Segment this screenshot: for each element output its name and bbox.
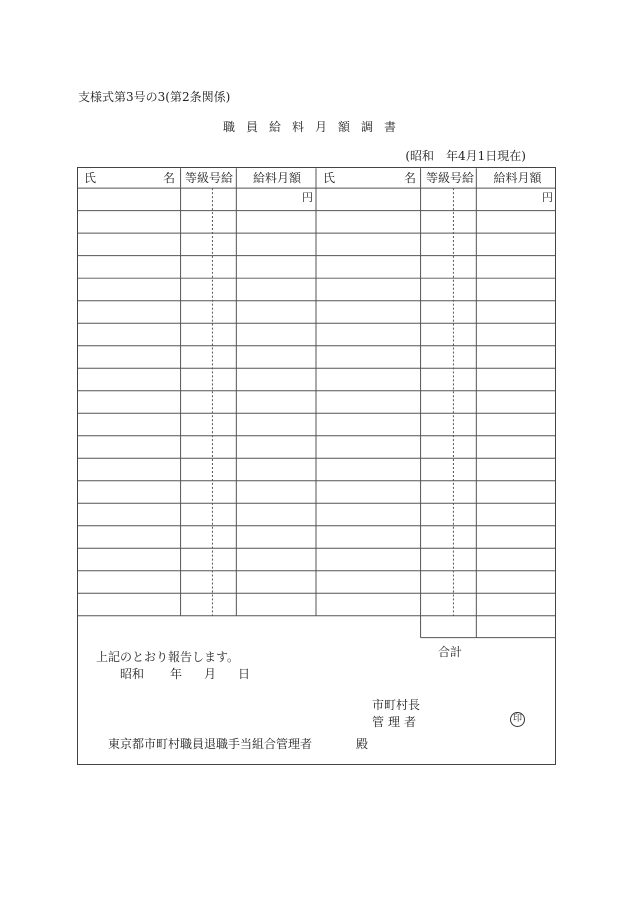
as-of-date: (昭和 年4月1日現在): [405, 149, 526, 163]
surname-label: 氏: [323, 171, 336, 185]
salary-report-form: [77, 167, 556, 765]
name-header-right: [317, 168, 422, 188]
surname-label: 氏: [84, 171, 97, 185]
salary-header-left: 給料月額: [252, 171, 301, 185]
salary-header-right: 給料月額: [493, 171, 542, 185]
given-name-label: 名: [162, 171, 175, 185]
grade-header-left: 等級号給: [184, 171, 233, 185]
administrator-title: 管理者: [372, 715, 421, 729]
table-grid-lines: [78, 168, 555, 764]
mayor-title: 市町村長: [372, 698, 421, 712]
form-number: 支様式第3号の3(第2条関係): [78, 90, 231, 104]
document-title: 職員給料月額調書: [222, 120, 407, 134]
total-label: 合計: [437, 645, 462, 659]
seal-icon: 印: [510, 712, 525, 727]
name-header-left: [78, 168, 181, 188]
month-label: 月: [204, 667, 217, 681]
given-name-label: 名: [403, 171, 416, 185]
yen-unit-right: 円: [542, 191, 553, 204]
yen-unit-left: 円: [302, 191, 313, 204]
year-label: 年: [170, 667, 183, 681]
report-statement: 上記のとおり報告します。: [96, 650, 240, 664]
honorific: 殿: [356, 737, 369, 751]
era-label: 昭和: [120, 667, 145, 681]
recipient-name: 東京都市町村職員退職手当組合管理者: [108, 737, 313, 751]
day-label: 日: [238, 667, 251, 681]
grade-header-right: 等級号給: [425, 171, 474, 185]
